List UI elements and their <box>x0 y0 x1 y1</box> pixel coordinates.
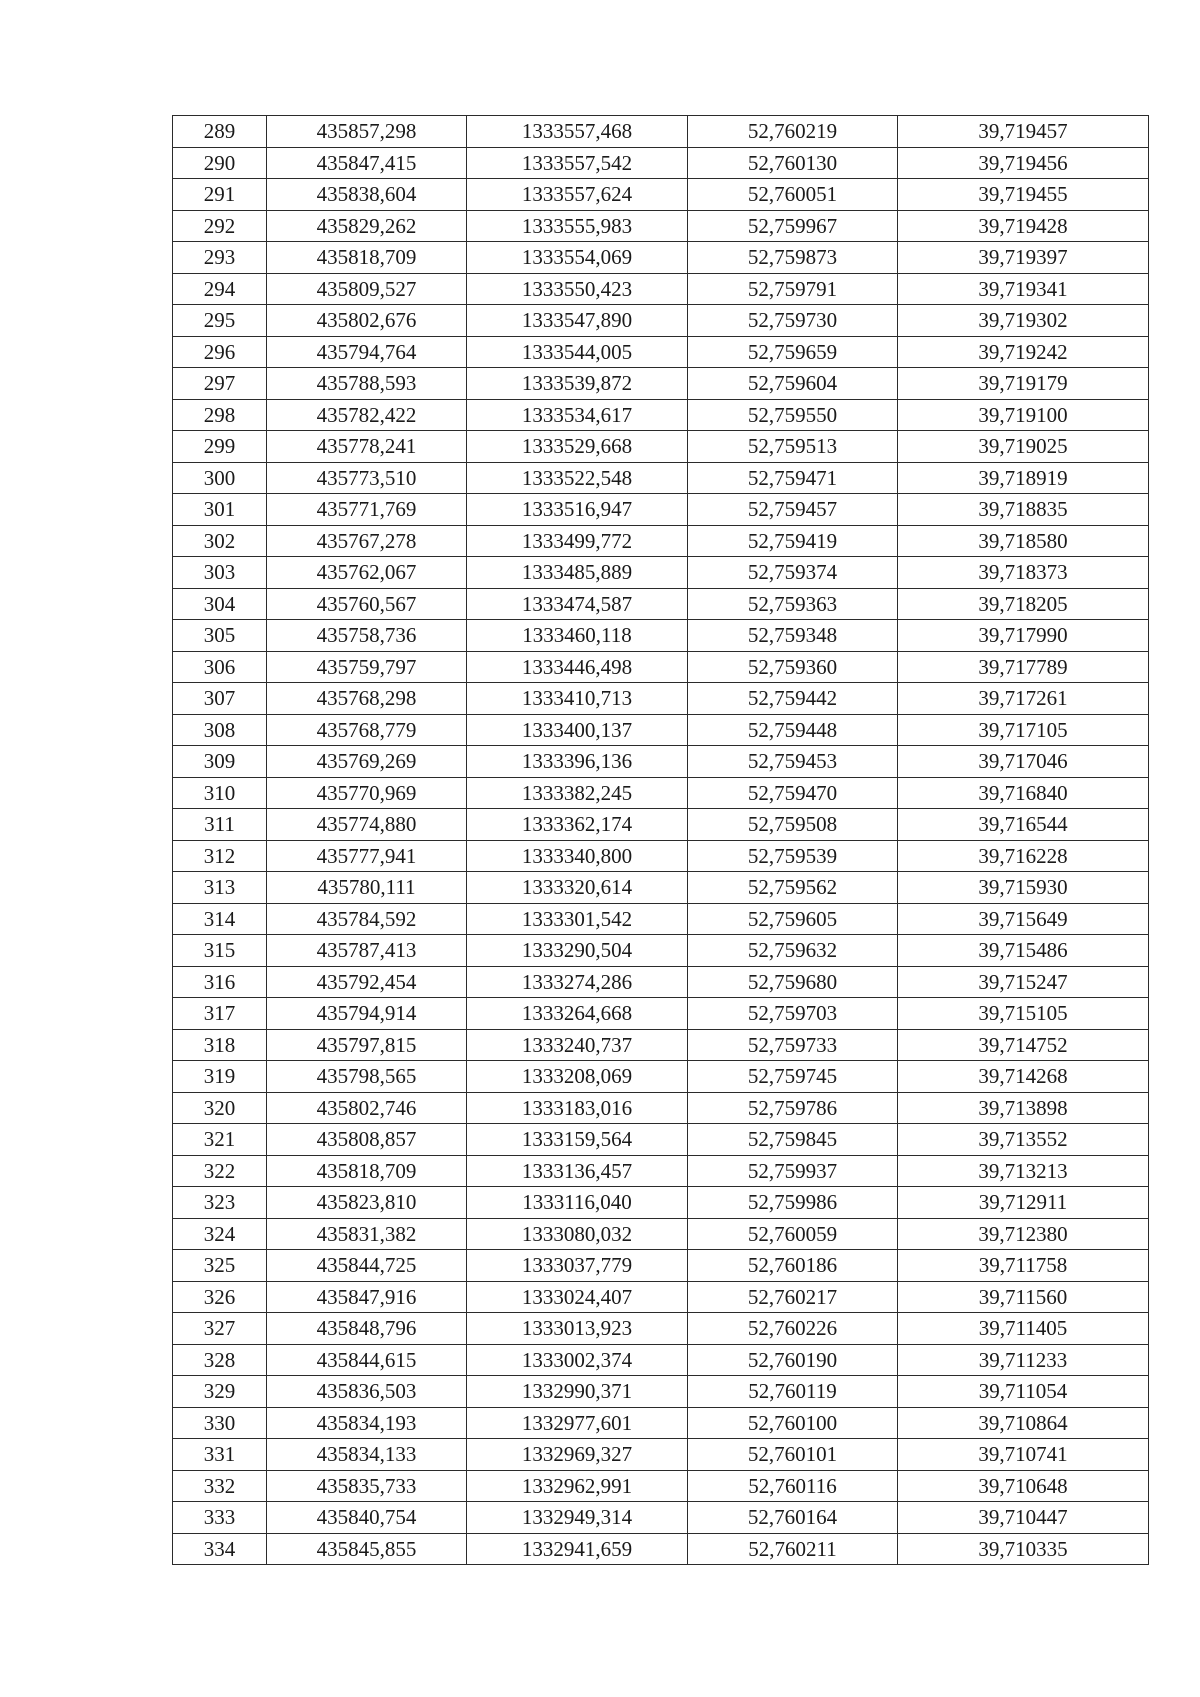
longitude-cell: 39,719397 <box>898 242 1149 274</box>
latitude-cell: 52,760186 <box>688 1250 898 1282</box>
y-coordinate-cell: 1332969,327 <box>467 1439 688 1471</box>
longitude-cell: 39,715247 <box>898 966 1149 998</box>
longitude-cell: 39,713898 <box>898 1092 1149 1124</box>
y-coordinate-cell: 1333264,668 <box>467 998 688 1030</box>
y-coordinate-cell: 1333013,923 <box>467 1313 688 1345</box>
latitude-cell: 52,759703 <box>688 998 898 1030</box>
x-coordinate-cell: 435835,733 <box>267 1470 467 1502</box>
x-coordinate-cell: 435767,278 <box>267 525 467 557</box>
latitude-cell: 52,759419 <box>688 525 898 557</box>
latitude-cell: 52,759508 <box>688 809 898 841</box>
latitude-cell: 52,759363 <box>688 588 898 620</box>
longitude-cell: 39,710335 <box>898 1533 1149 1565</box>
point-number-cell: 318 <box>173 1029 267 1061</box>
x-coordinate-cell: 435762,067 <box>267 557 467 589</box>
y-coordinate-cell: 1333554,069 <box>467 242 688 274</box>
table-row <box>173 588 1149 620</box>
y-coordinate-cell: 1333550,423 <box>467 273 688 305</box>
table-row <box>173 620 1149 652</box>
x-coordinate-cell: 435847,916 <box>267 1281 467 1313</box>
table-row <box>173 1092 1149 1124</box>
y-coordinate-cell: 1333362,174 <box>467 809 688 841</box>
latitude-cell: 52,760190 <box>688 1344 898 1376</box>
longitude-cell: 39,719455 <box>898 179 1149 211</box>
table-row <box>173 494 1149 526</box>
x-coordinate-cell: 435831,382 <box>267 1218 467 1250</box>
table-row <box>173 1124 1149 1156</box>
latitude-cell: 52,759733 <box>688 1029 898 1061</box>
y-coordinate-cell: 1333301,542 <box>467 903 688 935</box>
point-number-cell: 315 <box>173 935 267 967</box>
y-coordinate-cell: 1333159,564 <box>467 1124 688 1156</box>
latitude-cell: 52,759604 <box>688 368 898 400</box>
point-number-cell: 334 <box>173 1533 267 1565</box>
y-coordinate-cell: 1333557,542 <box>467 147 688 179</box>
latitude-cell: 52,759550 <box>688 399 898 431</box>
table-row <box>173 809 1149 841</box>
x-coordinate-cell: 435794,764 <box>267 336 467 368</box>
coordinates-table-body <box>173 116 1149 1565</box>
point-number-cell: 322 <box>173 1155 267 1187</box>
longitude-cell: 39,719456 <box>898 147 1149 179</box>
x-coordinate-cell: 435844,725 <box>267 1250 467 1282</box>
table-row <box>173 840 1149 872</box>
x-coordinate-cell: 435773,510 <box>267 462 467 494</box>
y-coordinate-cell: 1333208,069 <box>467 1061 688 1093</box>
y-coordinate-cell: 1333340,800 <box>467 840 688 872</box>
table-row <box>173 1281 1149 1313</box>
longitude-cell: 39,710648 <box>898 1470 1149 1502</box>
x-coordinate-cell: 435836,503 <box>267 1376 467 1408</box>
x-coordinate-cell: 435759,797 <box>267 651 467 683</box>
x-coordinate-cell: 435794,914 <box>267 998 467 1030</box>
longitude-cell: 39,719341 <box>898 273 1149 305</box>
point-number-cell: 301 <box>173 494 267 526</box>
longitude-cell: 39,716840 <box>898 777 1149 809</box>
point-number-cell: 304 <box>173 588 267 620</box>
longitude-cell: 39,718580 <box>898 525 1149 557</box>
y-coordinate-cell: 1333274,286 <box>467 966 688 998</box>
table-row <box>173 431 1149 463</box>
longitude-cell: 39,711758 <box>898 1250 1149 1282</box>
point-number-cell: 312 <box>173 840 267 872</box>
x-coordinate-cell: 435840,754 <box>267 1502 467 1534</box>
latitude-cell: 52,759605 <box>688 903 898 935</box>
x-coordinate-cell: 435834,193 <box>267 1407 467 1439</box>
point-number-cell: 293 <box>173 242 267 274</box>
point-number-cell: 310 <box>173 777 267 809</box>
x-coordinate-cell: 435758,736 <box>267 620 467 652</box>
point-number-cell: 330 <box>173 1407 267 1439</box>
longitude-cell: 39,716228 <box>898 840 1149 872</box>
y-coordinate-cell: 1333116,040 <box>467 1187 688 1219</box>
point-number-cell: 308 <box>173 714 267 746</box>
x-coordinate-cell: 435829,262 <box>267 210 467 242</box>
longitude-cell: 39,716544 <box>898 809 1149 841</box>
table-row <box>173 1218 1149 1250</box>
point-number-cell: 313 <box>173 872 267 904</box>
x-coordinate-cell: 435809,527 <box>267 273 467 305</box>
y-coordinate-cell: 1333024,407 <box>467 1281 688 1313</box>
longitude-cell: 39,718373 <box>898 557 1149 589</box>
y-coordinate-cell: 1333136,457 <box>467 1155 688 1187</box>
latitude-cell: 52,760100 <box>688 1407 898 1439</box>
x-coordinate-cell: 435845,855 <box>267 1533 467 1565</box>
point-number-cell: 289 <box>173 116 267 148</box>
y-coordinate-cell: 1333410,713 <box>467 683 688 715</box>
x-coordinate-cell: 435774,880 <box>267 809 467 841</box>
y-coordinate-cell: 1333240,737 <box>467 1029 688 1061</box>
longitude-cell: 39,712911 <box>898 1187 1149 1219</box>
point-number-cell: 319 <box>173 1061 267 1093</box>
y-coordinate-cell: 1333544,005 <box>467 336 688 368</box>
latitude-cell: 52,759967 <box>688 210 898 242</box>
y-coordinate-cell: 1333320,614 <box>467 872 688 904</box>
point-number-cell: 333 <box>173 1502 267 1534</box>
latitude-cell: 52,759986 <box>688 1187 898 1219</box>
point-number-cell: 325 <box>173 1250 267 1282</box>
latitude-cell: 52,759360 <box>688 651 898 683</box>
y-coordinate-cell: 1333557,468 <box>467 116 688 148</box>
table-row <box>173 777 1149 809</box>
point-number-cell: 303 <box>173 557 267 589</box>
y-coordinate-cell: 1333183,016 <box>467 1092 688 1124</box>
x-coordinate-cell: 435792,454 <box>267 966 467 998</box>
latitude-cell: 52,760059 <box>688 1218 898 1250</box>
y-coordinate-cell: 1333290,504 <box>467 935 688 967</box>
latitude-cell: 52,759374 <box>688 557 898 589</box>
table-row <box>173 179 1149 211</box>
point-number-cell: 317 <box>173 998 267 1030</box>
x-coordinate-cell: 435798,565 <box>267 1061 467 1093</box>
longitude-cell: 39,719428 <box>898 210 1149 242</box>
x-coordinate-cell: 435847,415 <box>267 147 467 179</box>
latitude-cell: 52,759470 <box>688 777 898 809</box>
table-row <box>173 683 1149 715</box>
latitude-cell: 52,759442 <box>688 683 898 715</box>
x-coordinate-cell: 435797,815 <box>267 1029 467 1061</box>
longitude-cell: 39,717990 <box>898 620 1149 652</box>
x-coordinate-cell: 435768,779 <box>267 714 467 746</box>
latitude-cell: 52,760051 <box>688 179 898 211</box>
longitude-cell: 39,719457 <box>898 116 1149 148</box>
x-coordinate-cell: 435784,592 <box>267 903 467 935</box>
table-row <box>173 1533 1149 1565</box>
latitude-cell: 52,759937 <box>688 1155 898 1187</box>
table-row <box>173 746 1149 778</box>
x-coordinate-cell: 435848,796 <box>267 1313 467 1345</box>
y-coordinate-cell: 1333446,498 <box>467 651 688 683</box>
longitude-cell: 39,715930 <box>898 872 1149 904</box>
longitude-cell: 39,717105 <box>898 714 1149 746</box>
point-number-cell: 331 <box>173 1439 267 1471</box>
latitude-cell: 52,759348 <box>688 620 898 652</box>
latitude-cell: 52,759457 <box>688 494 898 526</box>
table-row <box>173 1344 1149 1376</box>
longitude-cell: 39,715105 <box>898 998 1149 1030</box>
latitude-cell: 52,759745 <box>688 1061 898 1093</box>
point-number-cell: 291 <box>173 179 267 211</box>
point-number-cell: 332 <box>173 1470 267 1502</box>
point-number-cell: 298 <box>173 399 267 431</box>
longitude-cell: 39,718835 <box>898 494 1149 526</box>
longitude-cell: 39,718205 <box>898 588 1149 620</box>
longitude-cell: 39,717046 <box>898 746 1149 778</box>
x-coordinate-cell: 435818,709 <box>267 242 467 274</box>
table-row <box>173 336 1149 368</box>
y-coordinate-cell: 1333499,772 <box>467 525 688 557</box>
x-coordinate-cell: 435770,969 <box>267 777 467 809</box>
x-coordinate-cell: 435787,413 <box>267 935 467 967</box>
table-row <box>173 1502 1149 1534</box>
latitude-cell: 52,760217 <box>688 1281 898 1313</box>
longitude-cell: 39,711560 <box>898 1281 1149 1313</box>
table-row <box>173 1407 1149 1439</box>
latitude-cell: 52,759873 <box>688 242 898 274</box>
x-coordinate-cell: 435778,241 <box>267 431 467 463</box>
point-number-cell: 305 <box>173 620 267 652</box>
point-number-cell: 302 <box>173 525 267 557</box>
coordinates-table <box>172 115 1149 1565</box>
longitude-cell: 39,710447 <box>898 1502 1149 1534</box>
table-row <box>173 242 1149 274</box>
latitude-cell: 52,760116 <box>688 1470 898 1502</box>
longitude-cell: 39,719302 <box>898 305 1149 337</box>
point-number-cell: 326 <box>173 1281 267 1313</box>
point-number-cell: 290 <box>173 147 267 179</box>
y-coordinate-cell: 1333474,587 <box>467 588 688 620</box>
latitude-cell: 52,760219 <box>688 116 898 148</box>
point-number-cell: 300 <box>173 462 267 494</box>
latitude-cell: 52,759448 <box>688 714 898 746</box>
x-coordinate-cell: 435808,857 <box>267 1124 467 1156</box>
latitude-cell: 52,760119 <box>688 1376 898 1408</box>
point-number-cell: 295 <box>173 305 267 337</box>
table-row <box>173 1155 1149 1187</box>
table-row <box>173 872 1149 904</box>
point-number-cell: 323 <box>173 1187 267 1219</box>
x-coordinate-cell: 435802,746 <box>267 1092 467 1124</box>
x-coordinate-cell: 435760,567 <box>267 588 467 620</box>
y-coordinate-cell: 1332990,371 <box>467 1376 688 1408</box>
y-coordinate-cell: 1333529,668 <box>467 431 688 463</box>
point-number-cell: 296 <box>173 336 267 368</box>
x-coordinate-cell: 435834,133 <box>267 1439 467 1471</box>
table-row <box>173 1313 1149 1345</box>
point-number-cell: 307 <box>173 683 267 715</box>
longitude-cell: 39,710741 <box>898 1439 1149 1471</box>
table-row <box>173 525 1149 557</box>
point-number-cell: 311 <box>173 809 267 841</box>
longitude-cell: 39,719242 <box>898 336 1149 368</box>
table-row <box>173 903 1149 935</box>
x-coordinate-cell: 435844,615 <box>267 1344 467 1376</box>
latitude-cell: 52,760226 <box>688 1313 898 1345</box>
latitude-cell: 52,759539 <box>688 840 898 872</box>
point-number-cell: 314 <box>173 903 267 935</box>
table-row <box>173 116 1149 148</box>
longitude-cell: 39,713213 <box>898 1155 1149 1187</box>
y-coordinate-cell: 1333080,032 <box>467 1218 688 1250</box>
y-coordinate-cell: 1333400,137 <box>467 714 688 746</box>
y-coordinate-cell: 1333002,374 <box>467 1344 688 1376</box>
table-row <box>173 1029 1149 1061</box>
latitude-cell: 52,760101 <box>688 1439 898 1471</box>
point-number-cell: 320 <box>173 1092 267 1124</box>
x-coordinate-cell: 435780,111 <box>267 872 467 904</box>
x-coordinate-cell: 435788,593 <box>267 368 467 400</box>
y-coordinate-cell: 1333485,889 <box>467 557 688 589</box>
table-row <box>173 1250 1149 1282</box>
longitude-cell: 39,711405 <box>898 1313 1149 1345</box>
table-row <box>173 147 1149 179</box>
point-number-cell: 329 <box>173 1376 267 1408</box>
table-row <box>173 305 1149 337</box>
table-row <box>173 399 1149 431</box>
x-coordinate-cell: 435777,941 <box>267 840 467 872</box>
point-number-cell: 309 <box>173 746 267 778</box>
point-number-cell: 306 <box>173 651 267 683</box>
table-row <box>173 368 1149 400</box>
y-coordinate-cell: 1333557,624 <box>467 179 688 211</box>
y-coordinate-cell: 1333382,245 <box>467 777 688 809</box>
point-number-cell: 294 <box>173 273 267 305</box>
y-coordinate-cell: 1333522,548 <box>467 462 688 494</box>
x-coordinate-cell: 435838,604 <box>267 179 467 211</box>
latitude-cell: 52,759513 <box>688 431 898 463</box>
table-row <box>173 1470 1149 1502</box>
table-row <box>173 1376 1149 1408</box>
x-coordinate-cell: 435768,298 <box>267 683 467 715</box>
longitude-cell: 39,712380 <box>898 1218 1149 1250</box>
table-row <box>173 651 1149 683</box>
x-coordinate-cell: 435802,676 <box>267 305 467 337</box>
table-row <box>173 462 1149 494</box>
x-coordinate-cell: 435818,709 <box>267 1155 467 1187</box>
longitude-cell: 39,719100 <box>898 399 1149 431</box>
latitude-cell: 52,759791 <box>688 273 898 305</box>
x-coordinate-cell: 435857,298 <box>267 116 467 148</box>
latitude-cell: 52,759471 <box>688 462 898 494</box>
table-row <box>173 1439 1149 1471</box>
y-coordinate-cell: 1333555,983 <box>467 210 688 242</box>
longitude-cell: 39,719179 <box>898 368 1149 400</box>
longitude-cell: 39,715486 <box>898 935 1149 967</box>
point-number-cell: 328 <box>173 1344 267 1376</box>
latitude-cell: 52,759632 <box>688 935 898 967</box>
y-coordinate-cell: 1333534,617 <box>467 399 688 431</box>
point-number-cell: 324 <box>173 1218 267 1250</box>
point-number-cell: 299 <box>173 431 267 463</box>
table-row <box>173 935 1149 967</box>
latitude-cell: 52,759659 <box>688 336 898 368</box>
y-coordinate-cell: 1333516,947 <box>467 494 688 526</box>
longitude-cell: 39,719025 <box>898 431 1149 463</box>
table-row <box>173 210 1149 242</box>
longitude-cell: 39,711054 <box>898 1376 1149 1408</box>
point-number-cell: 316 <box>173 966 267 998</box>
x-coordinate-cell: 435823,810 <box>267 1187 467 1219</box>
longitude-cell: 39,718919 <box>898 462 1149 494</box>
y-coordinate-cell: 1332962,991 <box>467 1470 688 1502</box>
longitude-cell: 39,710864 <box>898 1407 1149 1439</box>
latitude-cell: 52,759845 <box>688 1124 898 1156</box>
y-coordinate-cell: 1333037,779 <box>467 1250 688 1282</box>
table-row <box>173 714 1149 746</box>
y-coordinate-cell: 1333396,136 <box>467 746 688 778</box>
y-coordinate-cell: 1333539,872 <box>467 368 688 400</box>
table-row <box>173 1187 1149 1219</box>
y-coordinate-cell: 1333547,890 <box>467 305 688 337</box>
x-coordinate-cell: 435769,269 <box>267 746 467 778</box>
longitude-cell: 39,714268 <box>898 1061 1149 1093</box>
latitude-cell: 52,759562 <box>688 872 898 904</box>
table-row <box>173 1061 1149 1093</box>
table-row <box>173 273 1149 305</box>
table-row <box>173 557 1149 589</box>
table-row <box>173 966 1149 998</box>
point-number-cell: 297 <box>173 368 267 400</box>
point-number-cell: 321 <box>173 1124 267 1156</box>
latitude-cell: 52,759730 <box>688 305 898 337</box>
latitude-cell: 52,760130 <box>688 147 898 179</box>
y-coordinate-cell: 1332977,601 <box>467 1407 688 1439</box>
point-number-cell: 327 <box>173 1313 267 1345</box>
latitude-cell: 52,759453 <box>688 746 898 778</box>
longitude-cell: 39,711233 <box>898 1344 1149 1376</box>
table-row <box>173 998 1149 1030</box>
y-coordinate-cell: 1333460,118 <box>467 620 688 652</box>
y-coordinate-cell: 1332941,659 <box>467 1533 688 1565</box>
longitude-cell: 39,714752 <box>898 1029 1149 1061</box>
longitude-cell: 39,717789 <box>898 651 1149 683</box>
point-number-cell: 292 <box>173 210 267 242</box>
latitude-cell: 52,759786 <box>688 1092 898 1124</box>
latitude-cell: 52,760211 <box>688 1533 898 1565</box>
y-coordinate-cell: 1332949,314 <box>467 1502 688 1534</box>
longitude-cell: 39,713552 <box>898 1124 1149 1156</box>
longitude-cell: 39,717261 <box>898 683 1149 715</box>
x-coordinate-cell: 435771,769 <box>267 494 467 526</box>
latitude-cell: 52,760164 <box>688 1502 898 1534</box>
longitude-cell: 39,715649 <box>898 903 1149 935</box>
x-coordinate-cell: 435782,422 <box>267 399 467 431</box>
latitude-cell: 52,759680 <box>688 966 898 998</box>
